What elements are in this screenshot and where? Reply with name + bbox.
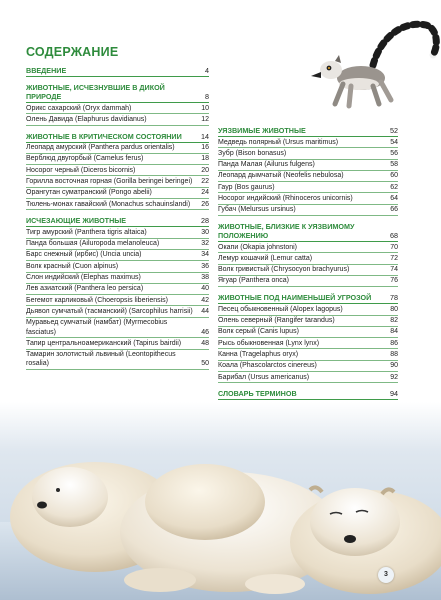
toc-page-number: 30 <box>201 228 209 236</box>
toc-page-number: 10 <box>201 104 209 112</box>
toc-section <box>218 126 398 216</box>
toc-entry-title: Муравьед сумчатый (намбат) (Myrmecobius fasciatus) <box>26 319 168 336</box>
toc-page-number: 80 <box>390 305 398 313</box>
toc-page-number: 22 <box>201 177 209 185</box>
toc-entry[interactable] <box>26 250 209 261</box>
toc-entry[interactable] <box>218 327 398 338</box>
toc-entry-title: Барс снежный (ирбис) (Uncia uncia) <box>26 251 142 259</box>
toc-entry[interactable] <box>26 306 209 317</box>
toc-entry-title: Коала (Phascolarctos cinereus) <box>218 362 317 370</box>
toc-section-title: ВВЕДЕНИЕ <box>26 66 67 75</box>
contents-right-column <box>218 126 398 417</box>
toc-entry[interactable] <box>26 103 209 114</box>
toc-page-number: 64 <box>390 194 398 202</box>
toc-entry[interactable] <box>26 239 209 250</box>
toc-entry[interactable] <box>26 188 209 199</box>
toc-entry[interactable] <box>26 199 209 210</box>
toc-entry-title: Гаур (Bos gaurus) <box>218 183 275 191</box>
toc-page-number: 28 <box>201 216 209 226</box>
toc-section-heading[interactable] <box>218 293 398 304</box>
toc-entry-title: Тапир центральноамериканский (Tapirus bairdii) <box>26 339 182 347</box>
toc-entry[interactable] <box>218 182 398 193</box>
toc-section-title: ЖИВОТНЫЕ, ИСЧЕЗНУВШИЕ В ДИКОЙ ПРИРОДЕ <box>26 83 165 101</box>
toc-section <box>218 293 398 383</box>
toc-entry-title: Волк серый (Canis lupus) <box>218 328 299 336</box>
toc-entry-title: Песец обыкновенный (Alopex lagopus) <box>218 305 343 313</box>
toc-page-number: 12 <box>201 115 209 123</box>
toc-entry[interactable] <box>218 137 398 148</box>
contents-title: СОДЕРЖАНИЕ <box>26 45 119 59</box>
toc-page-number: 52 <box>390 126 398 135</box>
toc-entry-title: Канна (Tragelaphus oryx) <box>218 350 299 358</box>
toc-page-number: 16 <box>201 144 209 152</box>
toc-page-number: 92 <box>390 373 398 381</box>
toc-entry-title: Волк гривистый (Chrysocyon brachyurus) <box>218 266 350 274</box>
toc-entry-title: Волк красный (Cuon alpinus) <box>26 262 119 270</box>
toc-entry[interactable] <box>26 284 209 295</box>
toc-entry[interactable] <box>218 265 398 276</box>
toc-entry-title: Носорог индийский (Rhinoceros unicornis) <box>218 194 353 202</box>
toc-page-number: 94 <box>390 389 398 399</box>
toc-entry[interactable] <box>26 350 209 371</box>
toc-entry-title: Медведь полярный (Ursus maritimus) <box>218 138 339 146</box>
toc-section-title: ЖИВОТНЫЕ В КРИТИЧЕСКОМ СОСТОЯНИИ <box>26 131 182 141</box>
toc-entry[interactable] <box>218 372 398 383</box>
toc-page-number: 26 <box>201 200 209 208</box>
toc-entry-title: Панда Малая (Ailurus fulgens) <box>218 161 315 169</box>
polar-bears-photo <box>0 402 441 600</box>
toc-page-number: 66 <box>390 206 398 214</box>
toc-page-number: 86 <box>390 339 398 347</box>
page-number: 3 <box>378 567 394 583</box>
toc-entry[interactable] <box>26 227 209 238</box>
toc-section <box>26 216 209 370</box>
toc-page-number: 56 <box>390 149 398 157</box>
toc-section <box>26 132 209 211</box>
toc-entry[interactable] <box>218 338 398 349</box>
toc-section <box>218 389 398 400</box>
toc-page-number: 50 <box>201 360 209 368</box>
toc-page-number: 32 <box>201 240 209 248</box>
lemur-illustration <box>251 0 441 120</box>
toc-entry-title: Ягуар (Panthera onca) <box>218 277 289 285</box>
toc-entry[interactable] <box>218 171 398 182</box>
toc-entry[interactable] <box>218 276 398 287</box>
toc-entry[interactable] <box>218 361 398 372</box>
toc-entry[interactable] <box>218 160 398 171</box>
toc-entry-title: Лев азиатский (Panthera leo persica) <box>26 285 144 293</box>
toc-entry-title: Зубр (Bison bonasus) <box>218 149 287 157</box>
toc-entry-title: Олень Давида (Elaphurus davidianus) <box>26 115 147 123</box>
toc-page-number: 46 <box>201 328 209 336</box>
toc-entry-title: Горилла восточная горная (Gorilla beringei beringei) <box>26 177 193 185</box>
toc-section-heading[interactable] <box>26 132 209 143</box>
toc-page-number: 60 <box>390 172 398 180</box>
toc-entry[interactable] <box>26 318 209 339</box>
toc-entry[interactable] <box>218 304 398 315</box>
toc-page-number: 70 <box>390 243 398 251</box>
toc-page-number: 82 <box>390 317 398 325</box>
toc-entry-title: Губач (Melursus ursinus) <box>218 206 296 214</box>
toc-entry-title: Леопард дымчатый (Neofelis nebulosa) <box>218 172 344 180</box>
toc-entry-title: Слон индийский (Elephas maximus) <box>26 274 141 282</box>
toc-entry-title: Рысь обыкновенная (Lynx lynx) <box>218 339 320 347</box>
toc-page-number: 48 <box>201 339 209 347</box>
toc-entry[interactable] <box>26 165 209 176</box>
toc-page-number: 42 <box>201 296 209 304</box>
toc-entry[interactable] <box>26 261 209 272</box>
toc-page-number: 18 <box>201 155 209 163</box>
toc-section-title: УЯЗВИМЫЕ ЖИВОТНЫЕ <box>218 126 306 135</box>
toc-entry[interactable] <box>218 242 398 253</box>
toc-section <box>26 66 209 77</box>
toc-page-number: 36 <box>201 262 209 270</box>
toc-entry[interactable] <box>26 295 209 306</box>
toc-section-title: СЛОВАРЬ ТЕРМИНОВ <box>218 389 297 399</box>
toc-section-heading[interactable] <box>26 216 209 227</box>
toc-entry-title: Тюлень-монах гавайский (Monachus schauinslandi) <box>26 200 191 208</box>
toc-page-number: 38 <box>201 274 209 282</box>
toc-entry-title: Бегемот карликовый (Choeropsis liberiensis) <box>26 296 169 304</box>
toc-section-heading[interactable] <box>218 126 398 137</box>
toc-page-number: 58 <box>390 161 398 169</box>
toc-page-number: 40 <box>201 285 209 293</box>
toc-entry[interactable] <box>218 349 398 360</box>
toc-section-heading[interactable] <box>26 66 209 77</box>
toc-entry-title: Лемур кошачий (Lemur catta) <box>218 254 313 262</box>
toc-entry-title: Орикс сахарский (Oryx dammah) <box>26 104 132 112</box>
toc-entry[interactable] <box>218 316 398 327</box>
toc-section-heading[interactable] <box>218 222 398 242</box>
toc-entry[interactable] <box>26 154 209 165</box>
toc-page-number: 68 <box>390 231 398 241</box>
toc-entry-title: Барибал (Ursus americanus) <box>218 373 310 381</box>
toc-page-number: 4 <box>205 66 209 75</box>
toc-page-number: 72 <box>390 254 398 262</box>
toc-entry-title: Олень северный (Rangifer tarandus) <box>218 317 335 325</box>
toc-page-number: 84 <box>390 328 398 336</box>
toc-entry[interactable] <box>218 148 398 159</box>
toc-page-number: 74 <box>390 266 398 274</box>
toc-entry-title: Леопард амурский (Panthera pardus orientalis) <box>26 144 175 152</box>
toc-entry-title: Тамарин золотистый львиный (Leontopithecus rosalia) <box>26 351 176 368</box>
toc-entry[interactable] <box>218 205 398 216</box>
toc-entry-title: Верблюд двугорбый (Camelus ferus) <box>26 155 144 163</box>
toc-entry-title: Тигр амурский (Panthera tigris altaica) <box>26 228 147 236</box>
toc-section <box>218 222 398 287</box>
toc-section-heading[interactable] <box>26 83 209 103</box>
toc-entry-title: Панда большая (Ailuropoda melanoleuca) <box>26 240 160 248</box>
toc-page-number: 88 <box>390 350 398 358</box>
toc-entry[interactable] <box>26 338 209 349</box>
toc-entry-title: Дьявол сумчатый (тасманский) (Sarcophilus harrisii) <box>26 307 193 315</box>
toc-section-title: ЖИВОТНЫЕ ПОД НАИМЕНЬШЕЙ УГРОЗОЙ <box>218 293 372 303</box>
toc-page-number: 34 <box>201 251 209 259</box>
toc-entry[interactable] <box>218 193 398 204</box>
toc-section-title: ЖИВОТНЫЕ, БЛИЗКИЕ К УЯЗВИМОМУ ПОЛОЖЕНИЮ <box>218 222 355 241</box>
toc-entry[interactable] <box>26 114 209 125</box>
toc-page-number: 20 <box>201 166 209 174</box>
toc-entry-title: Окапи (Okapia johnstoni) <box>218 243 298 251</box>
toc-entry[interactable] <box>26 273 209 284</box>
toc-page-number: 14 <box>201 131 209 141</box>
toc-entry-title: Орангутан суматранский (Pongo abelii) <box>26 189 152 197</box>
toc-page-number: 76 <box>390 277 398 285</box>
toc-section-title: ИСЧЕЗАЮЩИЕ ЖИВОТНЫЕ <box>26 216 127 226</box>
toc-page-number: 44 <box>201 307 209 315</box>
toc-entry[interactable] <box>26 143 209 154</box>
toc-page-number: 62 <box>390 183 398 191</box>
toc-entry[interactable] <box>218 253 398 264</box>
toc-section-heading[interactable] <box>218 389 398 400</box>
toc-entry-title: Носорог черный (Diceros bicornis) <box>26 166 136 174</box>
toc-page-number: 78 <box>390 293 398 303</box>
toc-page-number: 24 <box>201 189 209 197</box>
toc-page-number: 8 <box>205 92 209 101</box>
toc-page-number: 90 <box>390 362 398 370</box>
toc-section <box>26 83 209 126</box>
toc-entry[interactable] <box>26 176 209 187</box>
contents-left-column <box>26 66 209 370</box>
toc-page-number: 54 <box>390 138 398 146</box>
